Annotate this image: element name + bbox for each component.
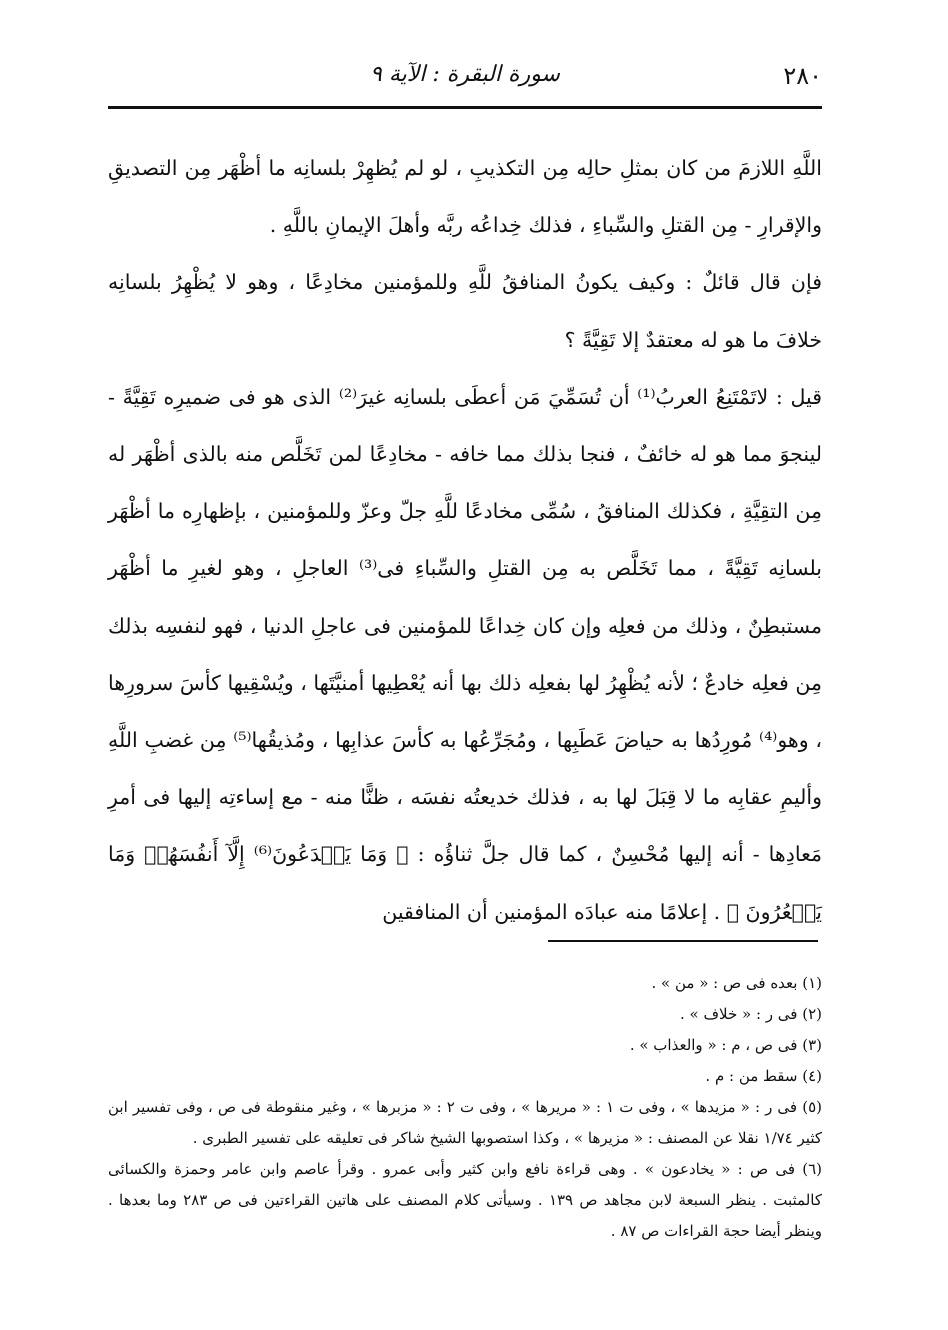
paragraph: قيل : لاتَمْتَنِعُ العربُ⁽¹⁾ أن تُسَمِّيَ مَن أعطَى بلسانِه غيرَ⁽²⁾ الذى هو فى ضميرِه تَقِيَّةً - لينجوَ مما هو له خائفٌ ، فنجا بذلك مما خافه - مخادِعًا لمن تَخَلَّص منه بالذى أظْهَر له مِن التقِيَّةِ ، فكذلك المنافقُ ، سُمِّى مخادعًا للَّهِ جلّ وعزّ وللمؤمنين ، بإظهارِه ما أظْهَر بلسانِه تَقِيَّةً ، مما تَخَلَّص به مِن القتلِ والسِّباءِ فى⁽³⁾ العاجلِ ، وهو لغيرِ ما أظْهَر مستبطِنٌ ، وذلك من فعلِه وإن كان خِداعًا للمؤمنين فى عاجلِ الدنيا ، فهو لنفسِه بذلك مِن فعلِه خادعٌ ؛ لأنه يُظْهِرُ لها بفعلِه ذلك بها أنه يُعْطِيها أمنيَّتَها ، ويُسْقِيها كأسَ سرورِها ، وهو⁽⁴⁾ مُورِدُها به حياضَ عَطَبِها ، ومُجَرِّعُها به كأسَ عذابِها ، ومُذيقُها⁽⁵⁾ مِن غضبِ اللَّهِ وأليمِ عقابِه ما لا قِبَلَ لها به ، فذلك خديعتُه نفسَه ، ظنًّا منه - مع إساءتِه إليها فى أمرِ مَعادِها - أنه إليها مُحْسِنٌ ، كما قال جلَّ ثناؤُه : ﴿ وَمَا يَخۡدَعُونَ⁽⁶⁾ إِلَّآ أَنفُسَهُمۡ وَمَا يَشۡعُرُونَ ﴾ . إعلامًا منه عبادَه المؤمنين أن المنافقين <box>108 384 823 924</box>
footnote: (٤) سقط من : م . <box>705 1067 822 1085</box>
footnote: (٦) فى ص : « يخادعون » . وهى قراءة نافع وابن كثير وأبى عمرو . وقرأ عاصم وابن عامر وحمزة والكسائى كالمثبت . ينظر السبعة لابن مجاهد ص ١٣٩ . وسيأتى كلام المصنف على هاتين القراءتين فى ص ٢٨٣ وما بعدها . وينظر أيضا حجة القراءات ص ٨٧ . <box>108 1160 823 1240</box>
running-title: سورة البقرة : الآية ٩ <box>370 62 560 87</box>
page-header <box>108 52 822 100</box>
paragraph: اللَّهِ اللازمَ من كان بمثلِ حالِه مِن التكذيبِ ، لو لم يُظهِرْ بلسانِه ما أظْهَر مِن التصديقِ والإقرارِ - مِن القتلِ والسِّباءِ ، فذلك خِداعُه ربَّه وأهلَ الإيمانِ باللَّهِ . <box>108 156 822 238</box>
main-text <box>108 140 822 941</box>
footnotes <box>108 968 822 1247</box>
footnote: (٣) فى ص ، م : « والعذاب » . <box>629 1036 822 1054</box>
footnote-separator <box>548 940 818 942</box>
paragraph: فإن قال قائلٌ : وكيف يكونُ المنافقُ للَّهِ وللمؤمنين مخادِعًا ، وهو لا يُظْهِرُ بلسانِه خلافَ ما هو له معتقدٌ إلا تَقِيَّةً ؟ <box>108 270 822 352</box>
page-number: ٢٨٠ <box>783 62 822 90</box>
footnote: (١) بعده فى ص : « من » . <box>651 974 822 992</box>
footnote: (٢) فى ر : « خلاف » . <box>679 1005 822 1023</box>
footnote: (٥) فى ر : « مزيدها » ، وفى ت ١ : « مريرها » ، وفى ت ٢ : « مزبرها » ، وغير منقوطة فى ص ، وفى تفسير ابن كثير ١/٧٤ نقلا عن المصنف : « مزيرها » ، وكذا استصوبها الشيخ شاكر فى تعليقه على تفسير الطبرى . <box>108 1098 822 1147</box>
header-rule <box>108 106 822 109</box>
